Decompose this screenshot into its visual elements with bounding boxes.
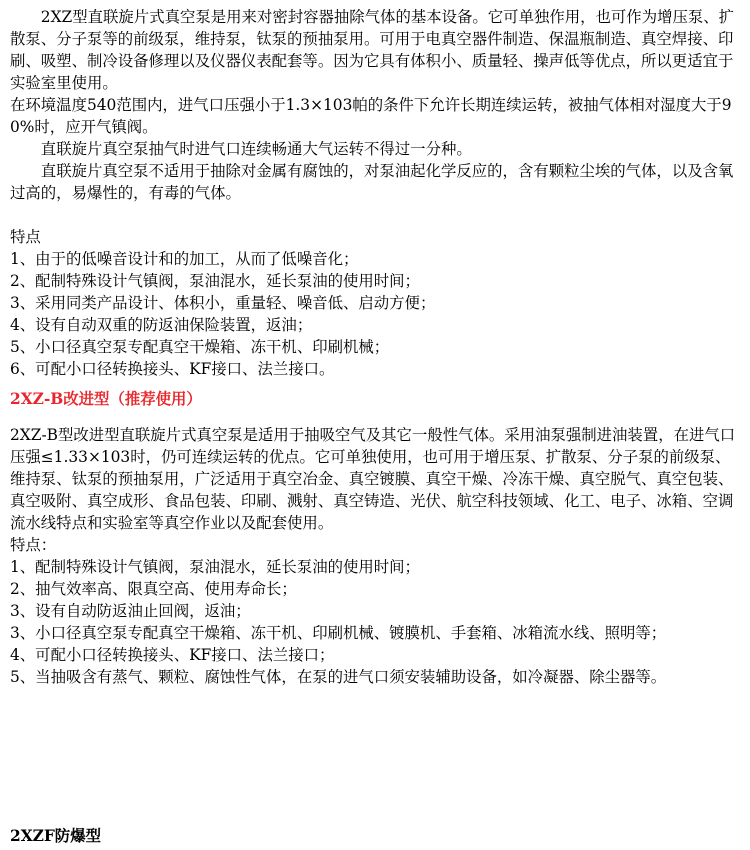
list-item: 6、可配小口径转换接头、KF接口、法兰接口。: [10, 360, 335, 378]
spacer: [10, 204, 745, 226]
section-heading-2xz-b: 2XZ-B改进型（推荐使用）: [10, 390, 202, 408]
list-item: 4、设有自动双重的防返油保险装置，返油；: [10, 316, 313, 334]
list-item: 2、抽气效率高、限真空高、使用寿命长；: [10, 580, 297, 598]
document-body: [10, 6, 745, 688]
features-list: [10, 248, 745, 380]
intro-paragraph-4: 直联旋片真空泵不适用于抽除对金属有腐蚀的，对泵油起化学反应的，含有颗粒尘埃的气体，以及含氧过高的，易爆性的，有毒的气体。: [10, 162, 734, 202]
list-item: 3、采用同类产品设计、体积小，重量轻、噪音低、启动方便；: [10, 294, 436, 312]
section-b-description: 2XZ-B型改进型直联旋片式真空泵是适用于抽吸空气及其它一般性气体。采用油泵强制进油装置，在进气口压强≤1.33×103时，仍可连续运转的优点。它可单独使用，也可用于增压泵、扩散泵、分子泵的前级泵、维持泵、钛泵的预抽泵用，广泛适用于真空冶金、真空镀膜、真空干燥、冷冻干燥、真空脱气、真空包装、真空吸附、真空成形、食品包装、印刷、溅射、真空铸造、光伏、航空科技领域、化工、电子、冰箱、空调流水线特点和实验室等真空作业以及配套使用。: [10, 426, 736, 532]
list-item: 3、小口径真空泵专配真空干燥箱、冻干机、印刷机械、镀膜机、手套箱、冰箱流水线、照明等；: [10, 624, 667, 642]
section-b-features-list: [10, 556, 745, 688]
list-item: 5、当抽吸含有蒸气、颗粒、腐蚀性气体，在泵的进气口须安装辅助设备，如冷凝器、除尘器等。: [10, 668, 667, 686]
list-item: 5、小口径真空泵专配真空干燥箱、冻干机、印刷机械；: [10, 338, 390, 356]
intro-paragraph-3: 直联旋片真空泵抽气时进气口连续畅通大气运转不得过一分种。: [40, 140, 472, 158]
list-item: 1、配制特殊设计气镇阀，泵油混水，延长泵油的使用时间；: [10, 558, 420, 576]
intro-paragraph-2: 在环境温度540范围内，进气口压强小于1.3×103帕的条件下允许长期连续运转，被抽气体相对湿度大于90%时，应开气镇阀。: [10, 96, 732, 136]
section-b-features-title: 特点：: [10, 536, 57, 554]
intro-paragraph-1: 2XZ型直联旋片式真空泵是用来对密封容器抽除气体的基本设备。它可单独作用，也可作为增压泵、扩散泵、分子泵等的前级泵，维持泵，钛泵的预抽泵用。可用于电真空器件制造、保温瓶制造、真空焊接、印刷、吸塑、制冷设备修理以及仪器仪表配套等。因为它具有体积小、质量轻、操声低等优点，所以更适宜于实验室里使用。: [10, 8, 735, 92]
list-item: 4、可配小口径转换接头、KF接口、法兰接口；: [10, 646, 335, 664]
list-item: 1、由于的低噪音设计和的加工，从而了低噪音化；: [10, 250, 359, 268]
list-item: 2、配制特殊设计气镇阀，泵油混水，延长泵油的使用时间；: [10, 272, 420, 290]
section-heading-2xzf: 2XZF防爆型: [10, 827, 101, 845]
features-title: 特点: [10, 228, 41, 246]
list-item: 3、设有自动防返油止回阀，返油；: [10, 602, 251, 620]
